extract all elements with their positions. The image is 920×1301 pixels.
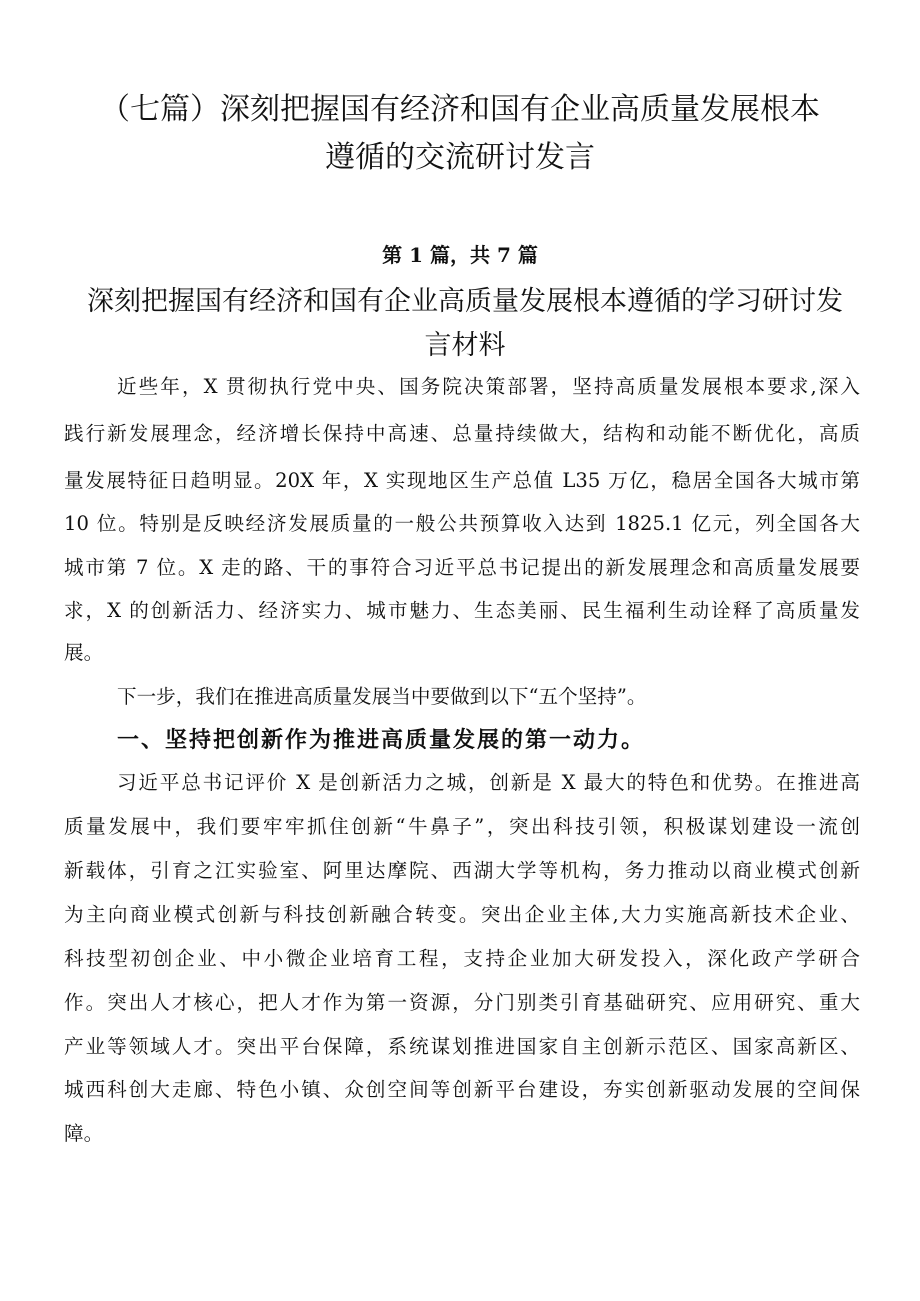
part-label: 第 1 篇，共 7 篇 bbox=[382, 243, 538, 267]
paragraph-1-line: 求，X 的创新活力、经济实力、城市魅力、生态美丽、民生福利生动诠释了高质量发 bbox=[64, 599, 860, 622]
paragraph-1-line: 近些年，X 贯彻执行党中央、国务院决策部署，坚持高质量发展根本要求,深入 bbox=[117, 375, 860, 398]
document-title-line-2: 遵循的交流研讨发言 bbox=[325, 140, 595, 175]
paragraph-1-line: 践行新发展理念，经济增长保持中高速、总量持续做大，结构和动能不断优化，高质 bbox=[64, 422, 860, 445]
document-title-line-1: （七篇）深刻把握国有经济和国有企业高质量发展根本 bbox=[100, 92, 820, 127]
article-title-line-1: 深刻把握国有经济和国有企业高质量发展根本遵循的学习研讨发 bbox=[87, 286, 843, 317]
paragraph-3-line: 产业等领域人才。突出平台保障，系统谋划推进国家自主创新示范区、国家高新区、 bbox=[64, 1035, 860, 1058]
article-title-line-2: 言材料 bbox=[424, 330, 506, 361]
paragraph-3-line: 习近平总书记评价 X 是创新活力之城，创新是 X 最大的特色和优势。在推进高 bbox=[117, 771, 860, 794]
paragraph-1-line: 城市第 7 位。X 走的路、干的事符合习近平总书记提出的新发展理念和高质量发展要 bbox=[64, 556, 860, 579]
paragraph-3-line: 城西科创大走廊、特色小镇、众创空间等创新平台建设，夯实创新驱动发展的空间保 bbox=[64, 1078, 860, 1101]
section-1-heading: 一、坚持把创新作为推进高质量发展的第一动力。 bbox=[117, 727, 646, 753]
paragraph-3-line: 科技型初创企业、中小微企业培育工程，支持企业加大研发投入，深化政产学研合 bbox=[64, 947, 860, 970]
paragraph-3-line: 质量发展中，我们要牢牢抓住创新“牛鼻子”，突出科技引领，积极谋划建设一流创 bbox=[64, 815, 860, 838]
paragraph-3-line: 为主向商业模式创新与科技创新融合转变。突出企业主体,大力实施高新技术企业、 bbox=[64, 903, 860, 926]
paragraph-3-line: 新载体，引育之江实验室、阿里达摩院、西湖大学等机构，务力推动以商业模式创新 bbox=[64, 859, 860, 882]
paragraph-3-line: 障。 bbox=[64, 1122, 104, 1145]
paragraph-3-line: 作。突出人才核心，把人才作为第一资源，分门别类引育基础研究、应用研究、重大 bbox=[64, 991, 860, 1014]
paragraph-1-line: 量发展特征日趋明显。20X 年，X 实现地区生产总值 L35 万亿，稳居全国各大城市第 bbox=[64, 469, 860, 492]
paragraph-2: 下一步，我们在推进高质量发展当中要做到以下“五个坚持”。 bbox=[117, 685, 647, 708]
paragraph-1-line: 10 位。特别是反映经济发展质量的一般公共预算收入达到 1825.1 亿元，列全国各大 bbox=[64, 512, 860, 535]
paragraph-1-line: 展。 bbox=[64, 641, 104, 664]
